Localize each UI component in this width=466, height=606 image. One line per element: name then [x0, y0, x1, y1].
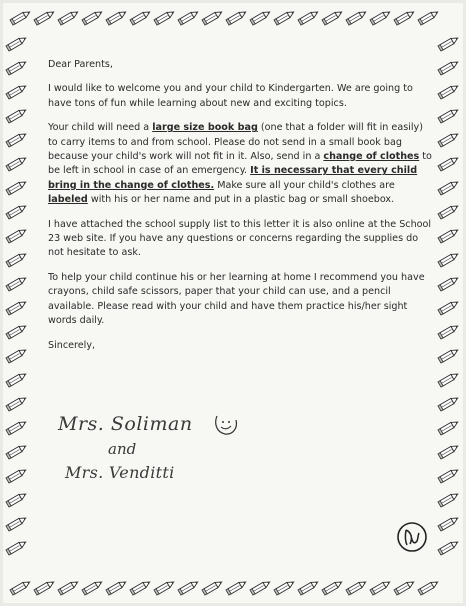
pencil-icon: [58, 9, 79, 25]
initials-stamp-icon: [395, 520, 429, 554]
pencil-icon: [6, 275, 27, 291]
pencil-icon: [6, 347, 27, 363]
pencil-icon: [346, 579, 367, 595]
pencil-icon: [226, 9, 247, 25]
pencil-icon: [438, 491, 459, 507]
closing: Sincerely,: [48, 339, 96, 351]
greeting: Dear Parents,: [48, 59, 113, 70]
pencil-icon: [438, 515, 459, 531]
pencil-icon: [6, 395, 27, 411]
pencil-icon: [130, 9, 151, 25]
welcome-paragraph: I would like to welcome you and your child to Kindergarten. We are going to have tons of fun while learning about new and exciting topics.: [48, 83, 413, 109]
pencil-icon: [298, 579, 319, 595]
smiley-icon: [213, 411, 239, 437]
pencil-icon: [154, 9, 175, 25]
pencil-icon: [418, 579, 439, 595]
pencil-icon: [438, 131, 459, 147]
pencil-icon: [438, 395, 459, 411]
pencil-icon: [10, 579, 31, 595]
pencil-icon: [438, 107, 459, 123]
pencil-icon: [346, 9, 367, 25]
text: Make sure all your child's clothes are: [214, 179, 395, 191]
home-learning-paragraph: To help your child continue his or her learning at home I recommend you have crayons, child safe scissors, paper that your child can use, and a pencil available. Please read with your child and have them practice his/her sight words daily.: [48, 271, 425, 327]
emphasis-book-bag: large size book bag: [152, 122, 258, 134]
pencil-icon: [438, 155, 459, 171]
pencil-icon: [438, 467, 459, 483]
pencil-icon: [6, 83, 27, 99]
signature-and: and: [108, 440, 137, 458]
pencil-icon: [10, 9, 31, 25]
text: Your child will need a: [48, 122, 153, 134]
pencil-icon: [438, 275, 459, 291]
signature-soliman: Mrs. Soliman: [58, 413, 193, 435]
pencil-icon: [34, 579, 55, 595]
pencil-icon: [438, 35, 459, 51]
pencil-icon: [250, 9, 271, 25]
pencil-icon: [438, 539, 459, 555]
pencil-icon: [438, 203, 459, 219]
pencil-icon: [6, 299, 27, 315]
pencil-icon: [322, 9, 343, 25]
pencil-icon: [370, 579, 391, 595]
pencil-icon: [154, 579, 175, 595]
text: with his or her name and put in a plastic bag or small shoebox.: [87, 194, 395, 206]
pencil-icon: [418, 9, 439, 25]
pencil-icon: [6, 155, 27, 171]
pencil-icon: [6, 443, 27, 459]
pencil-icon: [6, 179, 27, 195]
signature-venditti: Mrs. Venditti: [65, 463, 175, 482]
pencil-icon: [438, 419, 459, 435]
letter-page: [3, 3, 463, 603]
pencil-icon: [6, 251, 27, 267]
pencil-icon: [322, 579, 343, 595]
pencil-icon: [6, 323, 27, 339]
pencil-icon: [6, 515, 27, 531]
pencil-icon: [6, 203, 27, 219]
pencil-icon: [106, 579, 127, 595]
pencil-icon: [6, 491, 27, 507]
emphasis-labeled: labeled: [48, 194, 88, 206]
pencil-icon: [438, 443, 459, 459]
letter-body: [48, 58, 433, 363]
emphasis-necessary: It is necessary that every child bring in the change of clothes.: [48, 165, 418, 191]
pencil-icon: [394, 9, 415, 25]
pencil-icon: [6, 35, 27, 51]
pencil-icon: [6, 59, 27, 75]
pencil-icon: [250, 579, 271, 595]
pencil-icon: [6, 419, 27, 435]
pencil-icon: [274, 9, 295, 25]
text: (one that a folder will fit in easily) to carry items to and from school. Please do not send in a small book bag because your child's work will not fit in it. Also, send in a: [48, 122, 423, 163]
pencil-icon: [6, 131, 27, 147]
pencil-icon: [298, 9, 319, 25]
pencil-icon: [394, 579, 415, 595]
pencil-icon: [6, 227, 27, 243]
pencil-icon: [82, 9, 103, 25]
pencil-icon: [106, 9, 127, 25]
pencil-icon: [178, 579, 199, 595]
supply-list-paragraph: I have attached the school supply list to this letter it is also online at the School 23 web site. If you have any questions or concerns regarding the supplies do not hesitate to ask.: [48, 218, 432, 259]
pencil-icon: [438, 59, 459, 75]
pencil-icon: [6, 371, 27, 387]
pencil-icon: [274, 579, 295, 595]
pencil-icon: [178, 9, 199, 25]
emphasis-change-of-clothes: change of clothes: [323, 151, 420, 163]
pencil-icon: [438, 347, 459, 363]
pencil-icon: [226, 579, 247, 595]
pencil-icon: [6, 107, 27, 123]
pencil-icon: [6, 539, 27, 555]
pencil-icon: [438, 83, 459, 99]
pencil-icon: [438, 227, 459, 243]
pencil-icon: [202, 579, 223, 595]
pencil-icon: [202, 9, 223, 25]
pencil-icon: [438, 323, 459, 339]
pencil-icon: [34, 9, 55, 25]
pencil-icon: [6, 467, 27, 483]
text: to be left in school in case of an emergency.: [48, 151, 432, 177]
pencil-icon: [438, 299, 459, 315]
pencil-icon: [438, 179, 459, 195]
pencil-icon: [130, 579, 151, 595]
pencil-icon: [370, 9, 391, 25]
pencil-icon: [438, 251, 459, 267]
pencil-icon: [438, 371, 459, 387]
pencil-icon: [58, 579, 79, 595]
pencil-icon: [82, 579, 103, 595]
supplies-paragraph: [48, 121, 433, 207]
